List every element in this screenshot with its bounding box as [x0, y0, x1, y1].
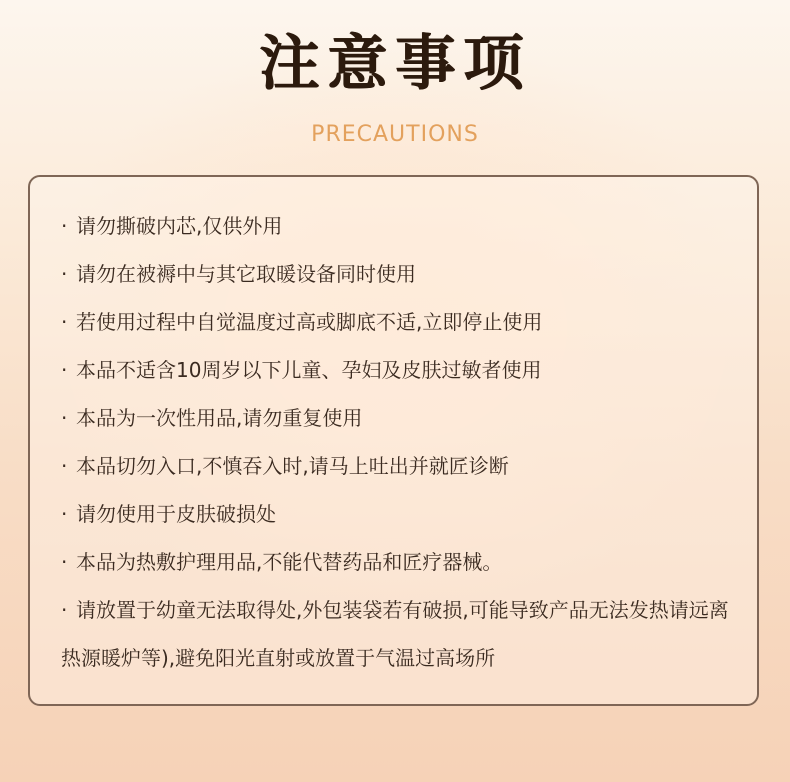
precaution-item — [61, 442, 741, 490]
bullet-icon: · — [61, 310, 68, 334]
precaution-item — [61, 346, 741, 394]
precaution-text: 请勿在被褥中与其它取暖设备同时使用 — [76, 262, 416, 286]
precaution-text: 本品切勿入口,不慎吞入时,请马上吐出并就匠诊断 — [76, 454, 509, 478]
precaution-item — [61, 490, 741, 538]
bullet-icon: · — [61, 454, 68, 478]
precautions-list — [61, 202, 741, 682]
precaution-text: 本品为一次性用品,请勿重复使用 — [76, 406, 363, 430]
bullet-icon: · — [61, 550, 68, 574]
bullet-icon: · — [61, 214, 68, 238]
precaution-text: 请放置于幼童无法取得处,外包装袋若有破损,可能导致产品无法发热请远离热源暖炉等),避免阳光直射或放置于气温过高场所 — [61, 598, 729, 670]
precaution-item — [61, 298, 741, 346]
precautions-card — [28, 175, 759, 706]
bullet-icon: · — [61, 598, 68, 622]
bullet-icon: · — [61, 358, 68, 382]
bullet-icon: · — [61, 406, 68, 430]
precaution-text: 本品为热敷护理用品,不能代替药品和匠疗器械。 — [76, 550, 503, 574]
precaution-item — [61, 538, 741, 586]
page-title: 注意事项 — [259, 29, 531, 99]
precaution-item — [61, 202, 741, 250]
precaution-item — [61, 394, 741, 442]
precaution-text: 本品不适含10周岁以下儿童、孕妇及皮肤过敏者使用 — [76, 358, 542, 382]
page-subtitle: PRECAUTIONS — [311, 122, 479, 147]
precaution-text: 若使用过程中自觉温度过高或脚底不适,立即停止使用 — [76, 310, 543, 334]
precaution-text: 请勿使用于皮肤破损处 — [76, 502, 276, 526]
bullet-icon: · — [61, 262, 68, 286]
bullet-icon: · — [61, 502, 68, 526]
precaution-text: 请勿撕破内芯,仅供外用 — [76, 214, 283, 238]
precaution-item — [61, 586, 741, 682]
precaution-item — [61, 250, 741, 298]
